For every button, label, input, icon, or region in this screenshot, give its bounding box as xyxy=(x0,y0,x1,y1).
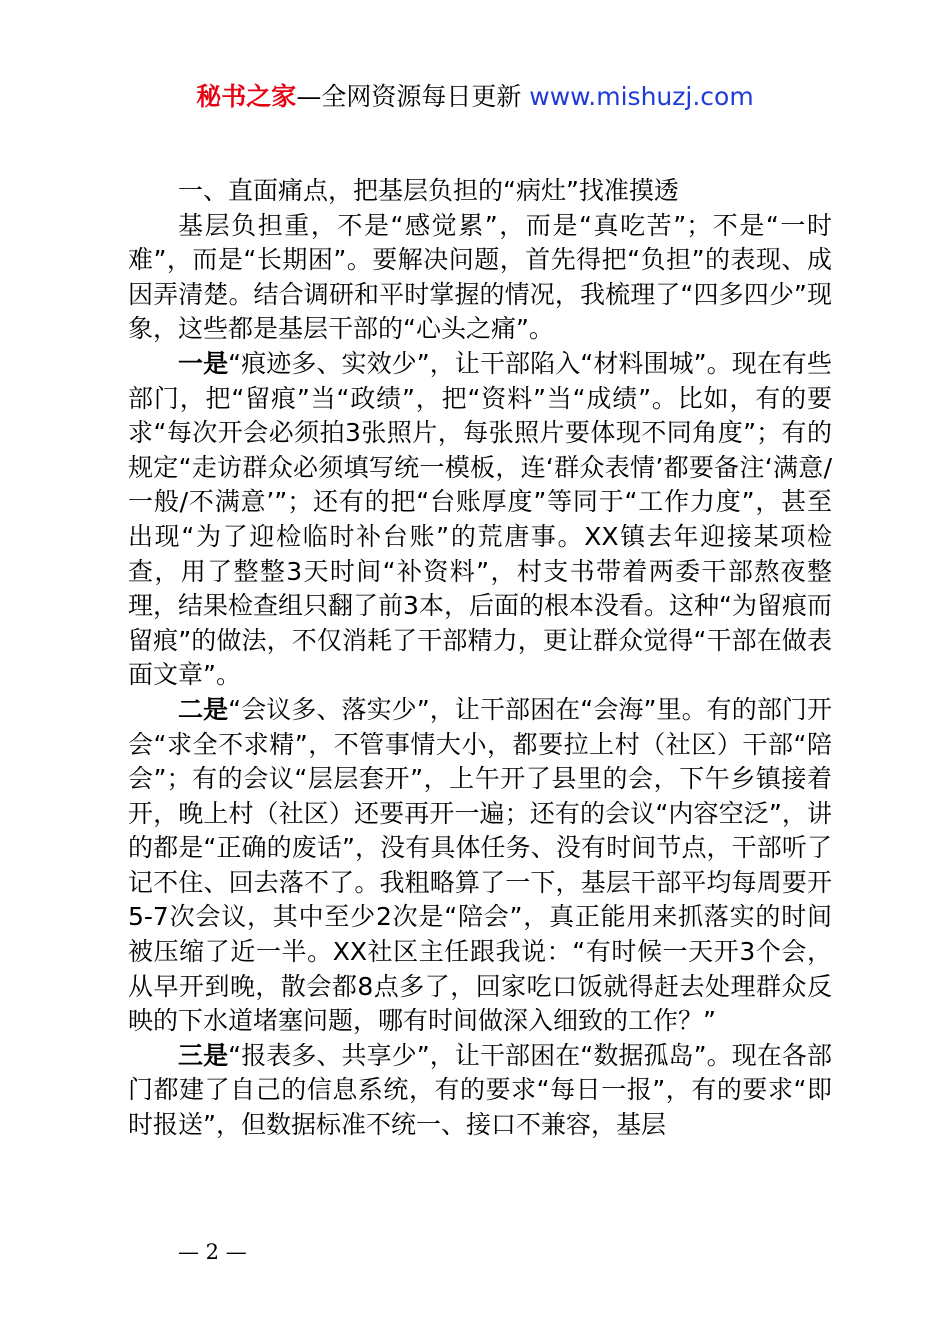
section-heading: 一、直面痛点，把基层负担的“病灶”找准摸透 xyxy=(178,176,679,205)
paragraph-one-lead: 一是 xyxy=(178,348,229,378)
paragraph-two-lead: 二是 xyxy=(178,694,229,724)
paragraph-intro: 基层负担重，不是“感觉累”，而是“真吃苦”；不是“一时难”，而是“长期困”。要解决问题，首先得把“负担”的表现、成因弄清楚。结合调研和平时掌握的情况，我梳理了“四多四少”现象，这些都是基层干部的“心头之痛”。 xyxy=(128,210,832,344)
site-tagline: —全网资源每日更新 xyxy=(296,82,530,111)
paragraph-one-text: “痕迹多、实效少”，让干部陷入“材料围城”。现在有些部门，把“留痕”当“政绩”，把“资料”当“成绩”。比如，有的要求“每次开会必须拍3张照片，每张照片要体现不同角度”；有的规定“走访群众必须填写统一模板，连‘群众表情’都要备注‘满意/一般/不满意’”；还有的把“台账厚度”等同于“工作力度”，甚至出现“为了迎检临时补台账”的荒唐事。XX镇去年迎接某项检查，用了整整3天时间“补资料”，村支书带着两委干部熬夜整理，结果检查组只翻了前3本，后面的根本没看。这种“为留痕而留痕”的做法，不仅消耗了干部精力，更让群众觉得“干部在做表面文章”。 xyxy=(128,348,832,690)
paragraph-three-lead: 三是 xyxy=(178,1040,229,1070)
paragraph-three-text: “报表多、共享少”，让干部困在“数据孤岛”。现在各部门都建了自己的信息系统，有的要求“每日一报”，有的要求“即时报送”，但数据标准不统一、接口不兼容，基层 xyxy=(128,1040,832,1140)
site-brand: 秘书之家 xyxy=(196,82,297,111)
paragraph-two xyxy=(128,693,832,1039)
paragraph-two-text: “会议多、落实少”，让干部困在“会海”里。有的部门开会“求全不求精”，不管事情大小，都要拉上村（社区）干部“陪会”；有的会议“层层套开”，上午开了县里的会，下午乡镇接着开，晚上村（社区）还要再开一遍；还有的会议“内容空泛”，讲的都是“正确的废话”，没有具体任务、没有时间节点，干部听了记不住、回去落不了。我粗略算了一下，基层干部平均每周要开5-7次会议，其中至少2次是“陪会”，真正能用来抓落实的时间被压缩了近一半。XX社区主任跟我说：“有时候一天开3个会，从早开到晚，散会都8点多了，回家吃口饭就得赶去处理群众反映的下水道堵塞问题，哪有时间做深入细致的工作？” xyxy=(128,694,832,1036)
page-number: — 2 — xyxy=(178,1240,247,1264)
document-body xyxy=(128,174,832,1143)
paragraph-three xyxy=(128,1039,832,1143)
paragraph-one xyxy=(128,347,832,693)
site-url[interactable]: www.mishuzj.com xyxy=(529,82,754,111)
site-header xyxy=(0,82,950,112)
